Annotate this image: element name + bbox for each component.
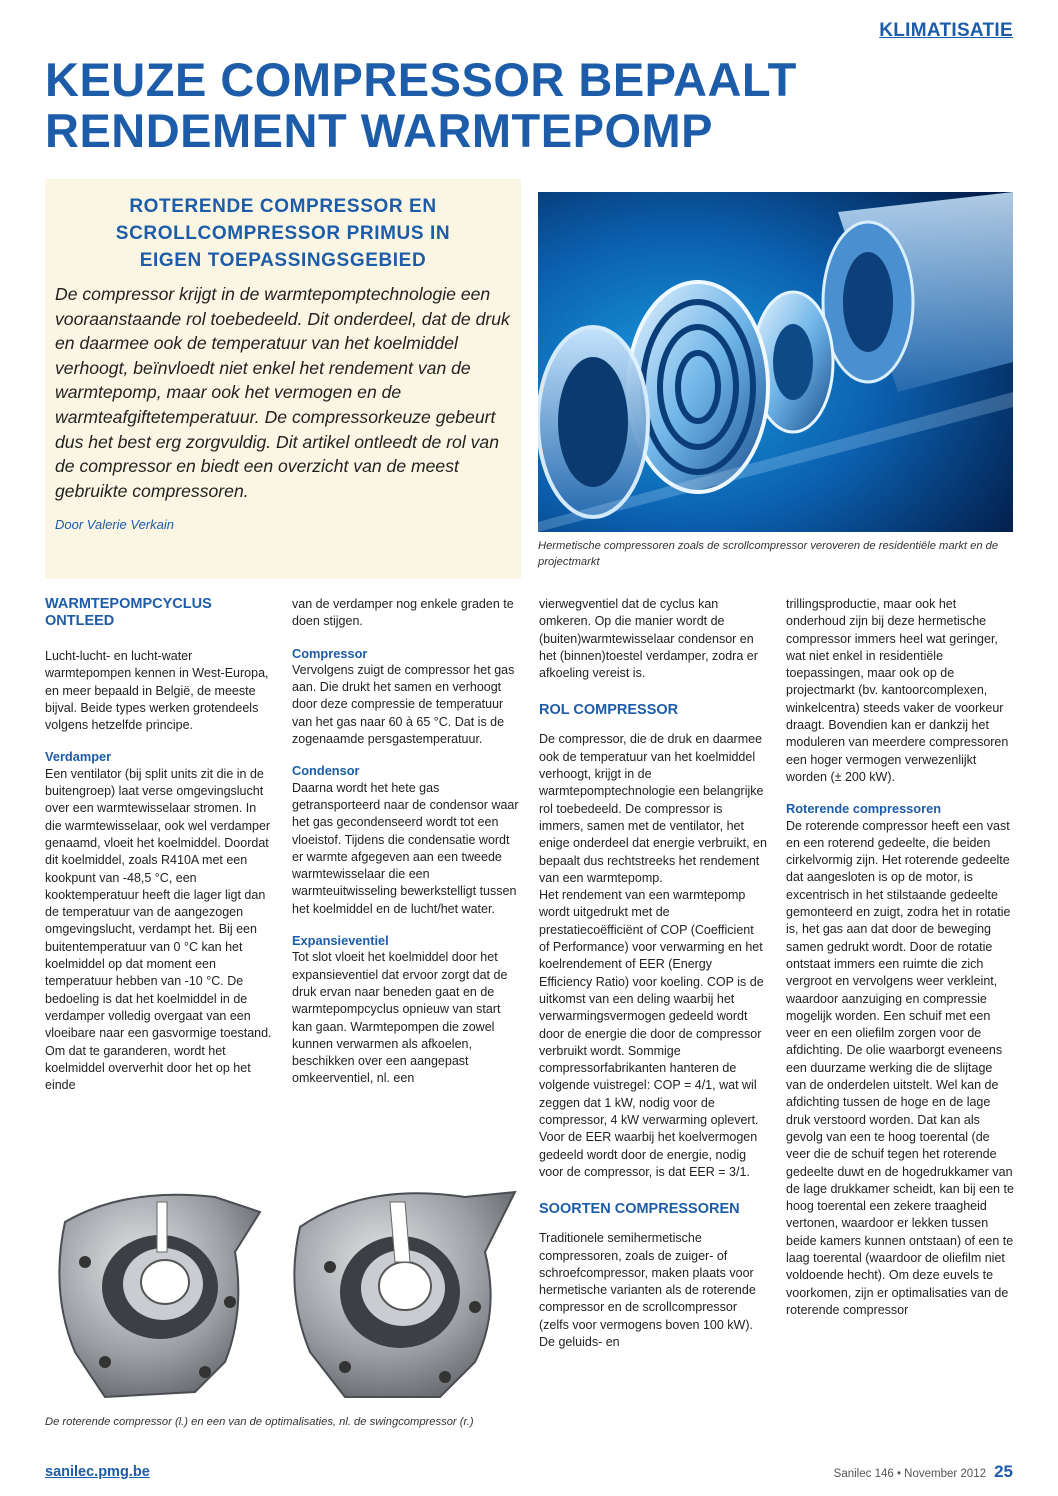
heading-warmtepompcyclus: WARMTEPOMPCYCLUS ONTLEED: [45, 596, 212, 629]
paragraph: Lucht-lucht- en lucht-water warmtepompen kennen in West-Europa, en meer bepaald in België, de meeste bijval. Beide types werken grotendeels volgens hetzelfde principe.: [45, 649, 269, 733]
subheading-verdamper: Verdamper: [45, 749, 112, 765]
paragraph: Vervolgens zuigt de compressor het gas aan. Die drukt het samen en verhoogt door deze compressie de temperatuur van het gas naar 60 à 65 °C. Dat is de zogenaamde persgastemperatuur.: [292, 662, 515, 747]
hero-caption: Hermetische compressoren zoals de scrollcompressor veroveren de residentiële markt en de projectmarkt: [538, 540, 999, 568]
subheading-expansieventiel: Expansieventiel: [292, 933, 389, 949]
footer-issue: Sanilec 146 • November 2012: [833, 1468, 986, 1480]
column-3: [539, 596, 767, 1351]
intro-box: [45, 179, 521, 579]
heading-rol-compressor: ROL COMPRESSOR: [539, 702, 679, 719]
bottom-photo: [45, 1182, 523, 1410]
bottom-caption: De roterende compressor (l.) en een van de optimalisaties, nl. de swingcompressor (r.): [45, 1416, 474, 1428]
paragraph: van de verdamper nog enkele graden te doen stijgen.: [292, 597, 514, 629]
article-title: KEUZE COMPRESSOR BEPAALT RENDEMENT WARMTEPOMP: [45, 53, 797, 157]
scroll-compressor-illustration: [538, 192, 1013, 532]
hero-photo: [538, 192, 1013, 532]
page-number: 25: [994, 1462, 1013, 1481]
footer-site-link[interactable]: sanilec.pmg.be: [45, 1464, 150, 1480]
column-4: [786, 596, 1014, 1319]
intro-subtitle: ROTERENDE COMPRESSOR EN SCROLLCOMPRESSOR PRIMUS IN EIGEN TOEPASSINGSGEBIED: [115, 196, 451, 271]
section-label: KLIMATISATIE: [879, 20, 1013, 41]
paragraph: Het rendement van een warmtepomp wordt uitgedrukt met de prestatiecoëfficiënt of COP (Coefficient of Performance) voor verwarming en het koelrendement of EER (Energy Efficiency Ratio) voor koeling. COP is de uitkomst van een deling waarbij het verwarmingsvermogen gedeeld wordt door de energie die door de compressor verbruikt wordt. Sommige compressorfabrikanten hanteren de volgende vuistregel: COP = 4/1, wat wil zeggen dat 1 kW, nodig voor de compressor, 4 kW verwarming oplevert. Voor de EER waarbij het koelvermogen gedeeld wordt door de energie, nodig voor de compressor, is dat EER = 3/1.: [539, 888, 764, 1179]
paragraph: Traditionele semihermetische compressoren, zoals de zuiger- of schroefcompressor, maken plaats voor hermetische varianten als de roterende compressor en de scrollcompressor (zelfs voor vermogens boven 100 kW). De geluids- en: [539, 1231, 756, 1349]
subheading-roterende-compressoren: Roterende compressoren: [786, 801, 942, 817]
subheading-compressor: Compressor: [292, 645, 368, 661]
paragraph: vierwegventiel dat de cyclus kan omkeren. Op die manier wordt de (buiten)warmtewisselaar condensor en het (binnen)toestel verdamper, zodra er afkoeling vereist is.: [539, 597, 758, 681]
subheading-condensor: Condensor: [292, 763, 360, 779]
paragraph: De compressor, die de druk en daarmee ook de temperatuur van het koelmiddel verhoogt, krijgt in de warmtepomptechnologie een belangrijke rol toebedeeld. De compressor is immers, samen met de ventilator, het enige onderdeel dat energie verbruikt, en bepaalt dus rechtstreeks het rendement van een warmtepomp.: [539, 732, 767, 885]
heading-soorten-compressoren: SOORTEN COMPRESSOREN: [539, 1201, 740, 1218]
paragraph: Tot slot vloeit het koelmiddel door het expansieventiel dat ervoor zorgt dat de druk ervan naar beneden gaat en de warmtepompcyclus opnieuw van start kan gaan. Warmtepompen die zowel kunnen verwarmen als afkoelen, beschikken over een aangepast omkeerventiel, nl. een: [292, 950, 508, 1086]
intro-text: De compressor krijgt in de warmtepomptechnologie een vooraanstaande rol toebedeeld. Dit onderdeel, dat de druk en daarmee ook de temperatuur van het koelmiddel verhoogt, beïnvloedt niet enkel het rendement van de warmtepomp, maar ook het vermogen en de warmteafgiftetemperatuur. De compressorkeuze gebeurt dus het best erg zorgvuldig. Dit artikel ontleedt de rol van de compressor en biedt een overzicht van de meest gebruikte compressoren.: [55, 284, 510, 501]
paragraph: Een ventilator (bij split units zit die in de buitengroep) laat verse omgevingslucht over een warmtewisselaar stromen. In die warmtewisselaar, ook wel verdamper genaamd, vloeit het koelmiddel. Doordat dit koelmiddel, zoals R410A met een kookpunt van -48,5 °C, een kooktemperatuur heeft die lager ligt dan de temperatuur van de aangezogen omgevingslucht, verdampt het. Bij een buitentemperatuur van 0 °C kan het koelmiddel op dat moment een temperatuur hebben van -10 °C. De bedoeling is dat het koelmiddel in de verdamper volledig overgaat van een vloeibare naar een gasvormige toestand. Om dat te garanderen, wordt het koelmiddel oververhit door het op het einde: [45, 766, 272, 1093]
paragraph: Daarna wordt het hete gas getransporteerd naar de condensor waar het gas gecondenseerd wordt tot een vloeistof. Tijdens die condensatie wordt er warmte afgegeven aan een tweede warmtewisselaar die een warmteuitwisseling bewerkstelligt tussen het koelmiddel en de lucht/het water.: [292, 780, 519, 916]
byline: Door Valerie Verkain: [55, 517, 174, 533]
column-1: [45, 596, 273, 1094]
column-2: [292, 596, 520, 1088]
paragraph: trillingsproductie, maar ook het onderhoud zijn bij deze hermetische compressor immers heel wat geringer, wat niet enkel in residentiële toepassingen, maar ook op de projectmarkt (bv. kantoorcomplexen, winkelcentra) steeds vaker de voorkeur draagt. Bovendien kan er dankzij het moduleren van meerdere compressoren een hoger vermogen verwezenlijkt worden (± 200 kW).: [786, 597, 1009, 784]
rotary-compressor-parts-illustration: [45, 1182, 523, 1410]
paragraph: De roterende compressor heeft een vast en een roterend gedeelte, die beiden cirkelvormig zijn. Het roterende gedeelte dat aangesloten is op de motor, is excentrisch in het stilstaande gedeelte gemonteerd en zuigt, zodra het in rotatie is, het gas aan dat door de beweging samen gedrukt wordt. Door de rotatie ontstaat immers een ruimte die zich vergroot en vervolgens weer verkleint, waardoor aanzuiging en compressie mogelijk worden. Een schuif met een veer en een oliefilm zorgen voor de afdichting. De olie waarborgt eveneens een duurzame werking die de slijtage van de onderdelen uitstelt. Wel kan de afdichting tussen de hoge en de lage druk verstoord worden. Dat kan als gevolg van een te hoog toerental (de veer die de schuif tegen het roterende gedeelte duwt en de hogedrukkamer van de lage drukkamer scheidt, kan bij een te hoog toerental een zekere traagheid vertonen, waardoor er lekken tussen beide kamers kunnen ontstaan) of een te laag toerental (waardoor de oliefilm niet voldoende hecht). Om deze euvels te voorkomen, zijn er optimalisaties van de roterende compressor: [786, 818, 1014, 1317]
